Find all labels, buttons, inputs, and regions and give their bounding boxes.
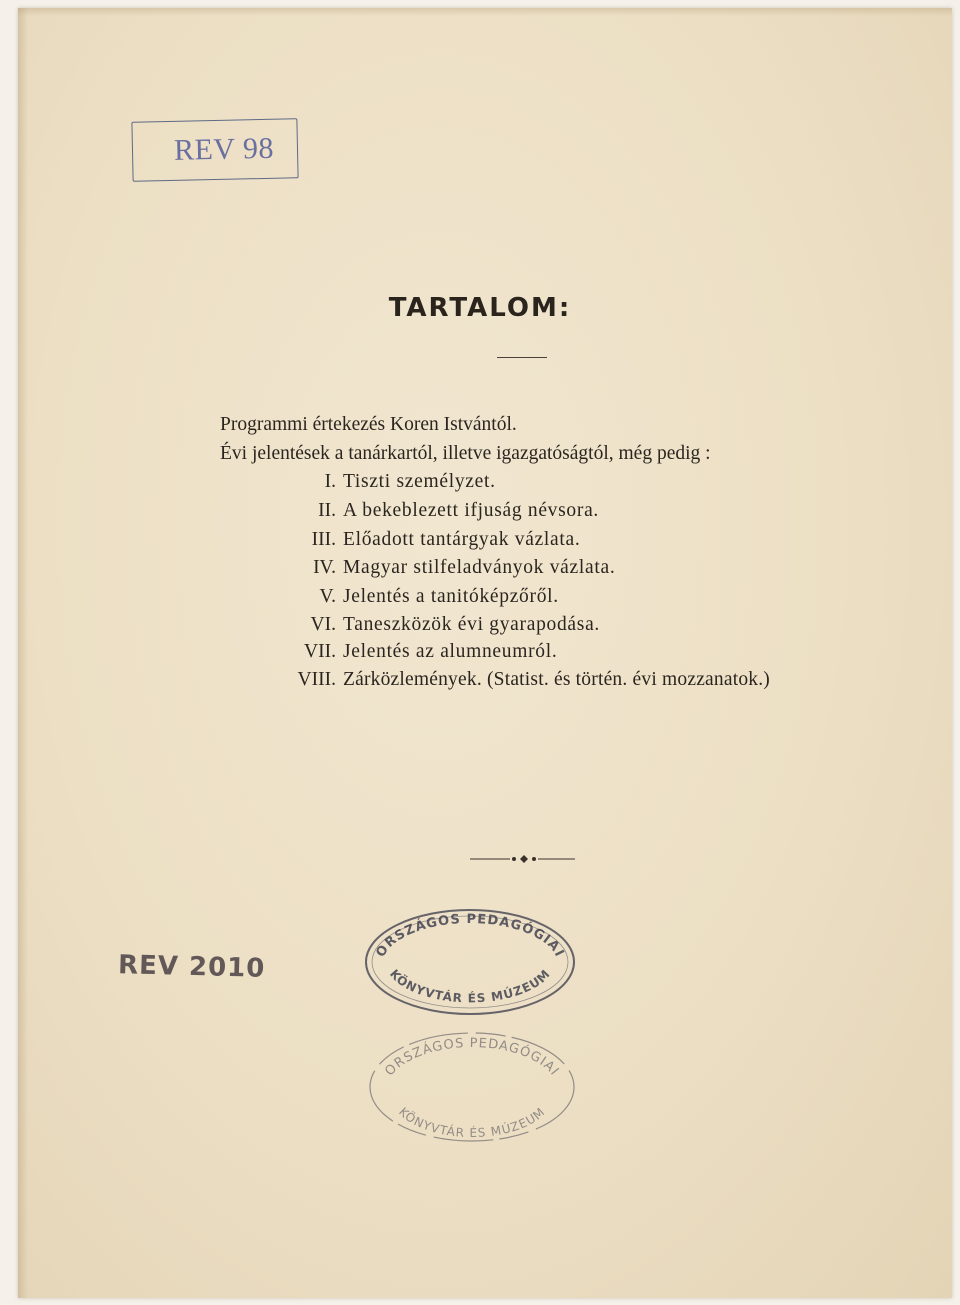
toc-item-number: I. <box>324 471 336 492</box>
svg-text:KÖNYVTÁR ÉS MÚZEUM <box>396 1105 548 1140</box>
toc-intro-line: Évi jelentések a tanárkartól, illetve igazgatóságtól, még pedig : <box>220 443 711 464</box>
toc-item-text: Jelentés az alumneumról. <box>343 641 558 662</box>
toc-item-number: III. <box>311 529 336 550</box>
toc-item-text: A bekeblezett ifjuság névsora. <box>343 500 599 521</box>
svg-text:ORSZÁGOS PEDAGÓGIAI <box>373 912 567 960</box>
page-edge-shadow-top <box>18 8 952 16</box>
seal-bottom-text: KÖNYVTÁR ÉS MÚZEUM <box>386 966 554 1006</box>
page-edge-shadow <box>18 8 28 1298</box>
toc-item-text: Magyar stilfeladványok vázlata. <box>343 557 616 578</box>
svg-text:KÖNYVTÁR ÉS MÚZEUM <box>387 967 553 1006</box>
toc-item-number: V. <box>319 586 336 607</box>
page-title: TARTALOM: <box>388 293 572 323</box>
toc-item-number: II. <box>318 500 336 521</box>
toc-item-number: VI. <box>310 614 336 635</box>
seal-bottom-text: KÖNYVTÁR ÉS MÚZEUM <box>396 1104 548 1141</box>
rev-stamp-top <box>131 118 298 181</box>
title-divider <box>497 357 547 358</box>
toc-item-text: Előadott tantárgyak vázlata. <box>343 529 581 550</box>
svg-text:ORSZÁGOS PEDAGÓGIAI <box>382 1036 562 1079</box>
toc-item-text: Jelentés a tanitóképzőről. <box>343 586 559 607</box>
seal-top-text: ORSZÁGOS PEDAGÓGIAI <box>382 1035 562 1080</box>
seal-top-text: ORSZÁGOS PEDAGÓGIAI <box>373 911 567 960</box>
library-seal-stamp <box>360 905 580 1020</box>
rev-stamp-top-text: REV 98 <box>173 131 275 167</box>
toc-item-number: VIII. <box>297 669 336 690</box>
toc-item-text: Taneszközök évi gyarapodása. <box>343 614 601 635</box>
toc-intro-line: Programmi értekezés Koren Istvántól. <box>220 414 517 435</box>
rev-stamp-bottom: REV 2010 <box>117 950 266 984</box>
end-ornament <box>470 852 575 866</box>
toc-item-number: VII. <box>304 641 336 662</box>
toc-item-text: Zárközlemények. (Statist. és történ. évi mozzanatok.) <box>343 669 770 690</box>
library-seal-stamp-faint <box>362 1025 582 1150</box>
toc-item-text: Tiszti személyzet. <box>343 471 496 492</box>
toc-item-number: IV. <box>313 557 336 578</box>
